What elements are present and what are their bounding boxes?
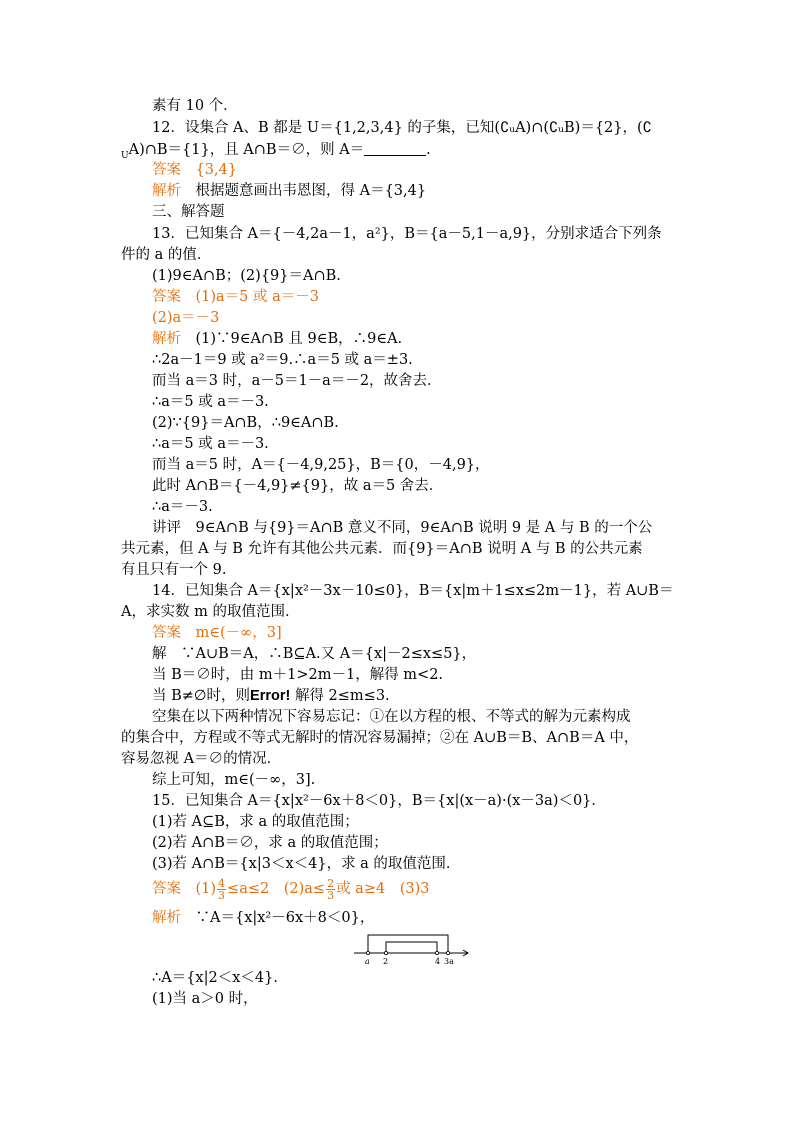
text-line: ∴a＝5 或 a＝－3.: [152, 394, 269, 410]
text-line: 解 ∵A∪B＝A，∴B⊆A.又 A＝{x|－2≤x≤5}，: [152, 646, 477, 662]
set-b-bracket: [368, 935, 448, 953]
subscript: U: [121, 150, 129, 161]
label-a: a: [365, 957, 370, 966]
answer-value: {3,4}: [195, 162, 238, 178]
text-line: 而当 a＝5 时，A＝{－4,9,25}，B＝{0，－4,9}，: [152, 457, 490, 473]
answer-line: [152, 160, 237, 180]
text-line: 空集在以下两种情况下容易忘记：①在以方程的根、不等式的解为元素构成: [152, 709, 631, 725]
text-line: (2)若 A∩B＝∅，求 a 的取值范围；: [152, 835, 388, 851]
label-2: 2: [383, 957, 389, 966]
fraction: [326, 878, 335, 901]
answer-line: [152, 623, 282, 643]
fraction-denominator: 3: [327, 888, 335, 902]
text-span: A)∩B＝{1}，且 A∩B＝∅，则 A＝: [128, 142, 365, 158]
point-4: [435, 951, 438, 954]
text-line: 容易忽视 A＝∅的情况．: [121, 751, 282, 767]
text-line: 件的 a 的值．: [121, 247, 212, 263]
text-line: (1)若 A⊆B，求 a 的取值范围；: [152, 814, 359, 830]
answer-label: 答案: [152, 881, 181, 897]
fraction-numerator: 4: [218, 876, 226, 890]
text-line: ∴2a－1＝9 或 a²＝9.∴a＝5 或 a＝±3.: [152, 352, 413, 368]
error-text: Error!: [250, 688, 291, 704]
answer-part: (1): [195, 881, 217, 897]
answer-label: 答案: [152, 625, 181, 641]
text-line: 15．已知集合 A＝{x|x²－6x＋8＜0}，B＝{x|(x－a)·(x－3a)＜0}．: [152, 793, 606, 809]
text-line: (3)若 A∩B＝{x|3＜x＜4}，求 a 的取值范围．: [152, 856, 461, 872]
text-line: (1)当 a＞0 时，: [152, 991, 258, 1007]
answer-label: 答案: [152, 162, 181, 178]
text-line: 有且只有一个 9.: [121, 562, 227, 578]
analysis-text: 根据题意画出韦恩图，得 A＝{3,4}: [195, 183, 427, 199]
text-line: 讲评 9∈A∩B 与{9}＝A∩B 意义不同，9∈A∩B 说明 9 是 A 与 B 的一个公: [152, 520, 653, 536]
analysis-line: [152, 908, 374, 928]
answer-value: (1)a＝5 或 a＝－3: [195, 289, 319, 305]
text-line: ∴a＝5 或 a＝－3.: [152, 436, 269, 452]
text-line: ∴a＝－3.: [152, 499, 213, 515]
section-heading: 三、解答题: [152, 204, 225, 220]
text-line: (1)9∈A∩B；(2){9}＝A∩B.: [152, 268, 341, 284]
analysis-label: 解析: [152, 910, 181, 926]
text-line: $_U$A)∩B＝{1}，且 A∩B＝∅，则 A＝ .: [121, 142, 431, 161]
text-line: 14．已知集合 A＝{x|x²－3x－10≤0}，B＝{x|m＋1≤x≤2m－1}，若 A∪B＝: [152, 583, 674, 599]
label-3a: 3a: [444, 957, 454, 966]
point-3a: [446, 951, 449, 954]
number-line-diagram: [352, 928, 472, 968]
set-a-bracket: [386, 942, 437, 953]
analysis-line: [152, 329, 402, 349]
fraction: [217, 878, 226, 901]
answer-part: 或 a≥4 (3)3: [336, 881, 430, 897]
answer-line: [152, 287, 319, 307]
text-span: 解得 2≤m≤3.: [290, 688, 390, 704]
text-line: ∴A＝{x|2＜x＜4}．: [152, 970, 288, 986]
text-line: 共元素，但 A 与 B 允许有其他公共元素．而{9}＝A∩B 说明 A 与 B 的公共元素: [121, 541, 643, 557]
text-line: 13．已知集合 A＝{－4,2a－1，a²}，B＝{a－5,1－a,9}，分别求适合下列条: [152, 226, 662, 242]
text-span: 当 B≠∅时，则: [152, 688, 251, 704]
fraction-denominator: 3: [218, 888, 226, 902]
answer-blank: [364, 141, 426, 156]
text-line: 当 B＝∅时，由 m＋1>2m－1，解得 m<2.: [152, 667, 444, 683]
answer-part: ≤a≤2 (2)a≤: [227, 881, 326, 897]
text-line: 12．设集合 A、B 都是 U＝{1,2,3,4} 的子集，已知(∁ᵤA)∩(∁ᵤB)＝{2}，(∁: [152, 120, 652, 136]
fraction-numerator: 2: [327, 876, 335, 890]
answer-line: (2)a＝－3: [152, 310, 220, 326]
text-line: 的集合中，方程或不等式无解时的情况容易漏掉；②在 A∪B＝B、A∩B＝A 中，: [121, 730, 639, 746]
text-line: 素有 10 个．: [152, 98, 238, 114]
answer-value: m∈(－∞，3]: [195, 625, 282, 641]
analysis-text: ∵A＝{x|x²－6x＋8＜0}，: [195, 910, 375, 926]
text-line: 综上可知，m∈(－∞，3].: [152, 772, 316, 788]
text-line: 而当 a＝3 时，a－5＝1－a＝－2，故舍去．: [152, 373, 442, 389]
analysis-label: 解析: [152, 331, 181, 347]
analysis-text: (1)∵9∈A∩B 且 9∈B，∴9∈A.: [195, 331, 403, 347]
text-line: [152, 686, 390, 706]
text-line: (2)∵{9}＝A∩B，∴9∈A∩B.: [152, 415, 339, 431]
answer-label: 答案: [152, 289, 181, 305]
analysis-label: 解析: [152, 183, 181, 199]
text-line: A，求实数 m 的取值范围．: [121, 604, 300, 620]
analysis-line: [152, 181, 426, 201]
point-a: [366, 951, 369, 954]
label-4: 4: [435, 957, 441, 966]
answer-line: [152, 876, 429, 902]
text-line: 此时 A∩B＝{－4,9}≠{9}，故 a＝5 舍去．: [152, 478, 444, 494]
point-2: [384, 951, 387, 954]
